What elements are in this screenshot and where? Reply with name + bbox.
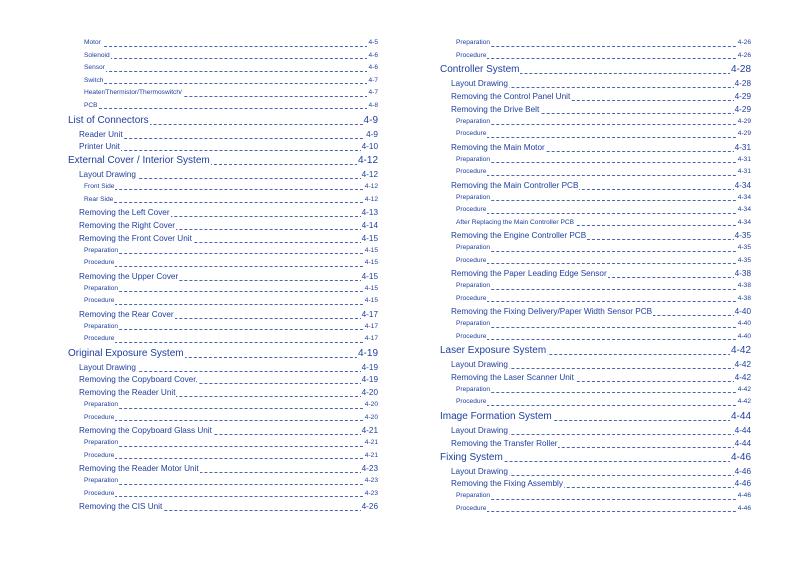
toc-entry-page: 4-15 [364,259,378,267]
toc-entry[interactable] [456,506,751,519]
toc-entry-page: 4-31 [737,168,751,176]
toc-entry-title: Preparation [456,244,491,252]
toc-entry-title: Removing the Reader Unit [79,388,176,398]
toc-entry-title: Removing the CIS Unit [79,502,163,512]
toc-entry[interactable] [79,465,378,478]
toc-entry-title: Sensor [84,64,105,72]
toc-entry-page: 4-28 [734,79,751,89]
toc-entry-title: Procedure [456,256,487,264]
toc-entry-page: 4-17 [361,309,378,319]
toc-entry-page: 4-23 [361,464,378,474]
toc-entry-page: 4-42 [730,345,751,357]
toc-entry-title: Removing the Main Motor [451,142,545,152]
toc-entry-title: Removing the Control Panel Unit [451,91,571,101]
toc-entry-title: Image Formation System [440,411,552,423]
dot-leader [456,251,751,252]
toc-entry-page: 4-6 [368,51,378,59]
dot-leader [84,58,378,59]
toc-entry-title: List of Connectors [68,114,149,126]
toc-entry[interactable] [79,273,378,286]
toc-entry-page: 4-12 [364,195,378,203]
toc-entry[interactable] [84,440,378,453]
toc-entry[interactable] [456,157,751,170]
toc-entry-page: 4-15 [364,297,378,305]
toc-entry-page: 4-21 [364,451,378,459]
toc-entry[interactable] [84,324,378,337]
dot-leader [456,499,751,500]
toc-entry[interactable] [456,195,751,208]
toc-entry-title: Laser Exposure System [440,345,547,357]
dot-leader [456,46,751,47]
toc-entry-page: 4-31 [737,155,751,163]
toc-entry-page: 4-29 [737,130,751,138]
toc-entry-page: 4-42 [737,385,751,393]
toc-entry-title: Procedure [84,297,115,305]
dot-leader [456,339,751,340]
toc-entry[interactable] [84,53,378,66]
toc-entry-page: 4-12 [364,182,378,190]
toc-entry-title: Solenoid [84,51,110,59]
toc-entry-page: 4-17 [364,322,378,330]
toc-entry-page: 4-14 [361,220,378,230]
toc-entry-page: 4-31 [734,142,751,152]
dot-leader [84,266,378,267]
toc-entry[interactable] [79,171,378,184]
toc-entry-title: Procedure [84,413,115,421]
toc-entry-page: 4-20 [364,413,378,421]
toc-entry-title: Preparation [84,439,119,447]
dot-leader [84,83,378,84]
toc-entry[interactable] [79,131,378,144]
toc-entry-page: 4-12 [357,155,378,167]
toc-entry-title: Preparation [456,492,491,500]
toc-entry[interactable] [440,65,751,80]
toc-entry-page: 4-40 [734,307,751,317]
toc-entry-title: Preparation [84,246,119,254]
toc-entry-page: 4-23 [364,489,378,497]
toc-entry-page: 4-15 [364,246,378,254]
dot-leader [456,301,751,302]
dot-leader [84,189,378,190]
toc-entry-page: 4-44 [734,426,751,436]
toc-entry[interactable] [84,336,378,349]
toc-entry-title: Procedure [84,259,115,267]
toc-entry-title: Procedure [456,332,487,340]
dot-leader [84,446,378,447]
dot-leader [84,496,378,497]
dot-leader [84,329,378,330]
toc-entry[interactable] [84,248,378,261]
dot-leader [79,138,378,139]
dot-leader [79,150,378,151]
toc-entry[interactable] [79,389,378,402]
toc-entry[interactable] [451,93,751,106]
toc-entry-page: 4-44 [730,411,751,423]
toc-entry-page: 4-15 [361,271,378,281]
toc-entry[interactable] [451,182,751,195]
toc-entry[interactable] [456,245,751,258]
toc-entry[interactable] [84,298,378,311]
toc-entry-title: Procedure [456,51,487,59]
dot-leader [84,304,378,305]
toc-entry[interactable] [68,116,378,131]
toc-entry[interactable] [84,103,378,116]
toc-entry-title: Original Exposure System [68,347,184,359]
toc-entry-page: 4-46 [737,504,751,512]
toc-entry-title: Layout Drawing [451,79,508,89]
toc-entry-title: Preparation [84,401,119,409]
toc-entry-page: 4-19 [361,375,378,385]
toc-entry-page: 4-34 [737,206,751,214]
toc-entry[interactable] [451,144,751,157]
toc-entry-title: Procedure [456,504,487,512]
toc-entry-page: 4-38 [737,294,751,302]
toc-entry[interactable] [79,235,378,248]
toc-entry[interactable] [451,308,751,321]
toc-entry[interactable] [456,119,751,132]
toc-entry-page: 4-46 [737,492,751,500]
toc-entry-title: Reader Unit [79,129,123,139]
toc-entry-title: Preparation [456,155,491,163]
toc-entry-title: PCB [84,101,98,109]
toc-entry[interactable] [79,503,378,516]
dot-leader [456,405,751,406]
toc-entry-title: Procedure [84,335,115,343]
toc-entry-page: 4-29 [734,104,751,114]
toc-entry-title: Removing the Fixing Assembly [451,479,563,489]
toc-entry-page: 4-15 [364,284,378,292]
toc-entry-page: 4-9 [363,114,378,126]
toc-entry-page: 4-29 [734,91,751,101]
toc-entry-title: Layout Drawing [79,170,136,180]
toc-entry-page: 4-8 [368,101,378,109]
dot-leader [456,124,751,125]
toc-entry-title: Heater/Thermistor/Thermoswitch/ [84,89,182,97]
toc-entry[interactable] [456,169,751,182]
toc-entry-title: Procedure [456,206,487,214]
toc-entry-title: Procedure [456,294,487,302]
toc-entry-page: 4-40 [737,320,751,328]
toc-entry-page: 4-26 [737,51,751,59]
toc-entry-page: 4-5 [368,39,378,46]
dot-leader [456,162,751,163]
dot-leader [456,289,751,290]
toc-entry-page: 4-26 [361,502,378,512]
toc-entry-page: 4-26 [737,39,751,46]
toc-entry-title: Removing the Left Cover [79,208,170,218]
toc-entry-page: 4-46 [730,451,751,463]
toc-entry-title: Preparation [456,39,491,46]
toc-entry-page: 4-19 [361,362,378,372]
toc-entry[interactable] [84,478,378,491]
toc-entry-title: External Cover / Interior System [68,155,210,167]
dot-leader [84,291,378,292]
toc-entry-title: Removing the Front Cover Unit [79,233,192,243]
dot-leader [84,71,378,72]
toc-entry-page: 4-34 [737,193,751,201]
toc-entry-title: Removing the Rear Cover [79,309,174,319]
toc-entry-page: 4-28 [730,64,751,76]
dot-leader [84,253,378,254]
dot-leader [456,200,751,201]
toc-entry-page: 4-9 [366,129,378,139]
toc-entry[interactable] [84,40,378,53]
toc-entry-title: Layout Drawing [79,362,136,372]
toc-entry[interactable] [440,412,751,427]
toc-entry-title: Printer Unit [79,142,120,152]
dot-leader [84,408,378,409]
toc-entry-title: Removing the Laser Scanner Unit [451,373,574,383]
toc-entry-title: Layout Drawing [451,360,508,370]
dot-leader [456,213,751,214]
toc-entry-title: Preparation [456,117,491,125]
dot-leader [84,420,378,421]
toc-entry-page: 4-42 [734,360,751,370]
toc-entry[interactable] [440,346,751,361]
toc-entry[interactable] [456,387,751,400]
toc-entry-page: 4-40 [737,332,751,340]
toc-entry[interactable] [456,207,751,220]
toc-entry-title: Preparation [84,322,119,330]
toc-entry[interactable] [451,427,751,440]
toc-entry-page: 4-19 [357,347,378,359]
toc-entry[interactable] [451,232,751,245]
toc-entry-title: Removing the Drive Belt [451,104,540,114]
toc-entry[interactable] [68,349,378,364]
toc-entry[interactable] [79,311,378,324]
toc-entry-page: 4-35 [737,256,751,264]
toc-entry[interactable] [456,283,751,296]
toc-entry-title: Removing the Engine Controller PCB [451,231,587,241]
toc-entry[interactable] [456,40,751,53]
toc-entry-page: 4-34 [737,218,751,226]
toc-entry[interactable] [79,427,378,440]
dot-leader [84,342,378,343]
dot-leader [456,263,751,264]
toc-entry-title: Removing the Right Cover [79,220,176,230]
toc-entry-page: 4-21 [361,426,378,436]
toc-entry-title: Removing the Copyboard Cover. [79,375,198,385]
toc-entry-page: 4-15 [361,233,378,243]
toc-entry-title: Layout Drawing [451,426,508,436]
toc-entry[interactable] [451,440,751,453]
toc-entry-title: Removing the Copyboard Glass Unit [79,426,212,436]
toc-left-column [68,40,378,516]
toc-entry[interactable] [456,131,751,144]
toc-entry-page: 4-42 [734,373,751,383]
toc-entry-page: 4-20 [364,401,378,409]
toc-entry-page: 4-29 [737,117,751,125]
toc-entry-page: 4-20 [361,388,378,398]
dot-leader [456,392,751,393]
toc-entry-title: Preparation [84,284,119,292]
toc-entry-title: Fixing System [440,451,503,463]
toc-entry-page: 4-46 [734,466,751,476]
toc-entry[interactable] [84,90,378,103]
toc-entry-title: Preparation [456,385,491,393]
toc-entry-page: 4-38 [734,269,751,279]
toc-entry-title: Procedure [456,130,487,138]
toc-entry-page: 4-6 [368,64,378,72]
toc-entry[interactable] [440,453,751,468]
dot-leader [84,202,378,203]
toc-entry[interactable] [456,321,751,334]
toc-entry-page: 4-42 [737,398,751,406]
toc-entry-page: 4-17 [364,335,378,343]
toc-entry[interactable] [84,286,378,299]
toc-entry[interactable] [84,184,378,197]
toc-entry[interactable] [451,106,751,119]
toc-entry-title: After Replacing the Main Controller PCB [456,218,575,226]
dot-leader [456,327,751,328]
toc-entry-page: 4-13 [361,208,378,218]
toc-entry-page: 4-34 [734,180,751,190]
toc-entry-title: Removing the Transfer Roller [451,438,558,448]
toc-entry-title: Preparation [456,193,491,201]
toc-entry-title: Procedure [456,398,487,406]
toc-entry-title: Removing the Main Controller PCB [451,180,579,190]
toc-entry[interactable] [68,156,378,171]
dot-leader [84,108,378,109]
toc-entry-page: 4-12 [361,170,378,180]
toc-entry-page: 4-7 [368,76,378,84]
toc-entry-title: Layout Drawing [451,466,508,476]
dot-leader [84,458,378,459]
toc-entry-title: Procedure [456,168,487,176]
dot-leader [84,46,378,47]
toc-entry-page: 4-21 [364,439,378,447]
toc-entry-title: Motor [84,39,101,46]
toc-entry-page: 4-46 [734,479,751,489]
dot-leader [456,511,751,512]
toc-entry[interactable] [451,480,751,493]
toc-entry-page: 4-35 [737,244,751,252]
toc-entry-page: 4-23 [364,477,378,485]
toc-entry[interactable] [84,65,378,78]
toc-entry-title: Front Side [84,182,115,190]
toc-entry-title: Switch [84,76,104,84]
toc-entry-page: 4-7 [368,89,378,97]
toc-entry-title: Procedure [84,489,115,497]
toc-entry-page: 4-44 [734,438,751,448]
toc-entry-page: 4-38 [737,282,751,290]
toc-right-column [440,40,751,518]
toc-entry[interactable] [79,222,378,235]
toc-entry-title: Preparation [84,477,119,485]
dot-leader [456,175,751,176]
toc-entry-title: Controller System [440,64,520,76]
toc-entry-title: Rear Side [84,195,114,203]
dot-leader [84,484,378,485]
toc-entry[interactable] [451,374,751,387]
dot-leader [456,58,751,59]
toc-entry-page: 4-35 [734,231,751,241]
toc-entry-title: Procedure [84,451,115,459]
toc-entry[interactable] [84,402,378,415]
toc-entry-title: Preparation [456,320,491,328]
toc-entry-title: Removing the Paper Leading Edge Sensor [451,269,607,279]
toc-entry[interactable] [451,270,751,283]
toc-entry-title: Removing the Upper Cover [79,271,179,281]
toc-entry-title: Removing the Fixing Delivery/Paper Width Sensor PCB [451,307,653,317]
toc-entry-title: Removing the Reader Motor Unit [79,464,199,474]
dot-leader [456,137,751,138]
toc-entry[interactable] [84,260,378,273]
toc-entry[interactable] [456,493,751,506]
toc-entry-title: Preparation [456,282,491,290]
toc-entry-page: 4-10 [361,142,378,152]
